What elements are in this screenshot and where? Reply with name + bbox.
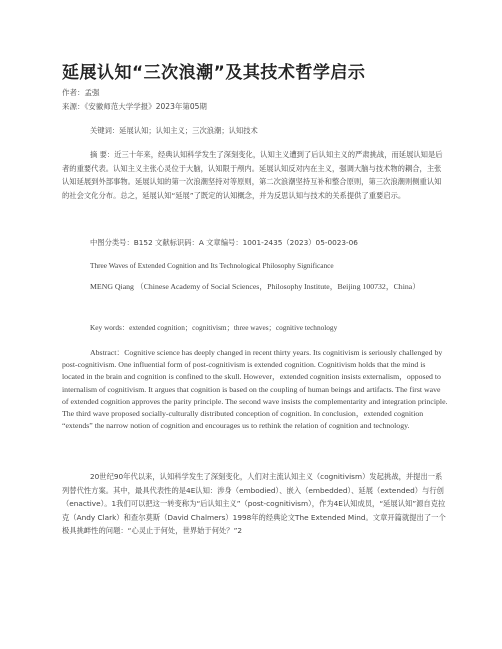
article-title: 延展认知“三次浪潮”及其技术哲学启示 (62, 63, 366, 83)
classification-line: 中图分类号：B152 文献标识码：A 文章编号：1001-2435（2023）05-0023-06 (90, 238, 358, 247)
english-author-block (62, 281, 448, 293)
body-paragraph (62, 470, 448, 538)
keywords-cn: 关键词：延展认知；认知主义；三次浪潮；认知技术 (90, 126, 258, 135)
author-line: 作者：孟强 (62, 88, 100, 97)
english-title: Three Waves of Extended Cognition and Its Technological Philosophy Significance (90, 261, 334, 270)
english-author: MENG Qiang （Chinese Academy of Social Sciences，Philosophy Institute，Beijing 100732，China） (90, 282, 421, 291)
abstract-cn-text: 摘 要：近三十年来，经典认知科学发生了深刻变化，认知主义遭到了后认知主义的严肃挑战，而延展认知是后者的重要代表。认知主义主张心灵位于大脑，认知限于颅内。延展认知反对内在主义，强调大脑与技术物的耦合，主张认知延展到外部事物。延展认知的第一次浪潮坚持对等原则，第二次浪潮坚持互补和整合原则，第三次浪潮则侧重认知的社会文化分布。总之，延展认知“延展”了既定的认知概念，并为反思认知与技术的关系提供了重要启示。 (62, 150, 443, 200)
abstract-en-text: Abstract：Cognitive science has deeply changed in recent thirty years. Its cognitivism is seriously challenged by post-cognitivism. One influential form of post-cognitivism is extended cognition. Cognitivism holds that the mind is located in the brain and cognition is confined to the skull. However，extended cognition insists externalism，opposed to internalism of cognitivism. It argues that cognition is based on the coupling of human beings and artifacts. The first wave of extended cognition approves the parity principle. The second wave insists the complementarity and integration principle. The third wave proposed socially-culturally distributed conception of cognition. In conclusion，extended cognition “extends” the narrow notion of cognition and encourages us to rethink the relation of cognition and technology. (62, 348, 448, 431)
abstract-cn (62, 148, 448, 202)
source-line: 来源：《安徽师范大学学报》2023年第05期 (62, 102, 207, 111)
english-keywords: Key words：extended cognition；cognitivism；three waves；cognitive technology (90, 323, 338, 332)
abstract-en (62, 347, 448, 432)
body-paragraph-1: 20世纪90年代以来，认知科学发生了深刻变化，人们对主流认知主义（cognitivism）发起挑战，并提出一系列替代性方案。其中，最具代表性的是4E认知：涉身（embodied）、嵌入（embedded）、延展（extended）与行创（enactive）。1我们可以把这一转变称为“后认知主义”（post-cognitivism），作为4E认知成员，“延展认知”源自克拉克（Andy Clark）和查尔莫斯（David Chalmers）1998年的经典论文The Extended Mind。文章开篇就提出了一个极具挑衅性的问题：“心灵止于何处，世界始于何处？”2 (62, 472, 446, 535)
